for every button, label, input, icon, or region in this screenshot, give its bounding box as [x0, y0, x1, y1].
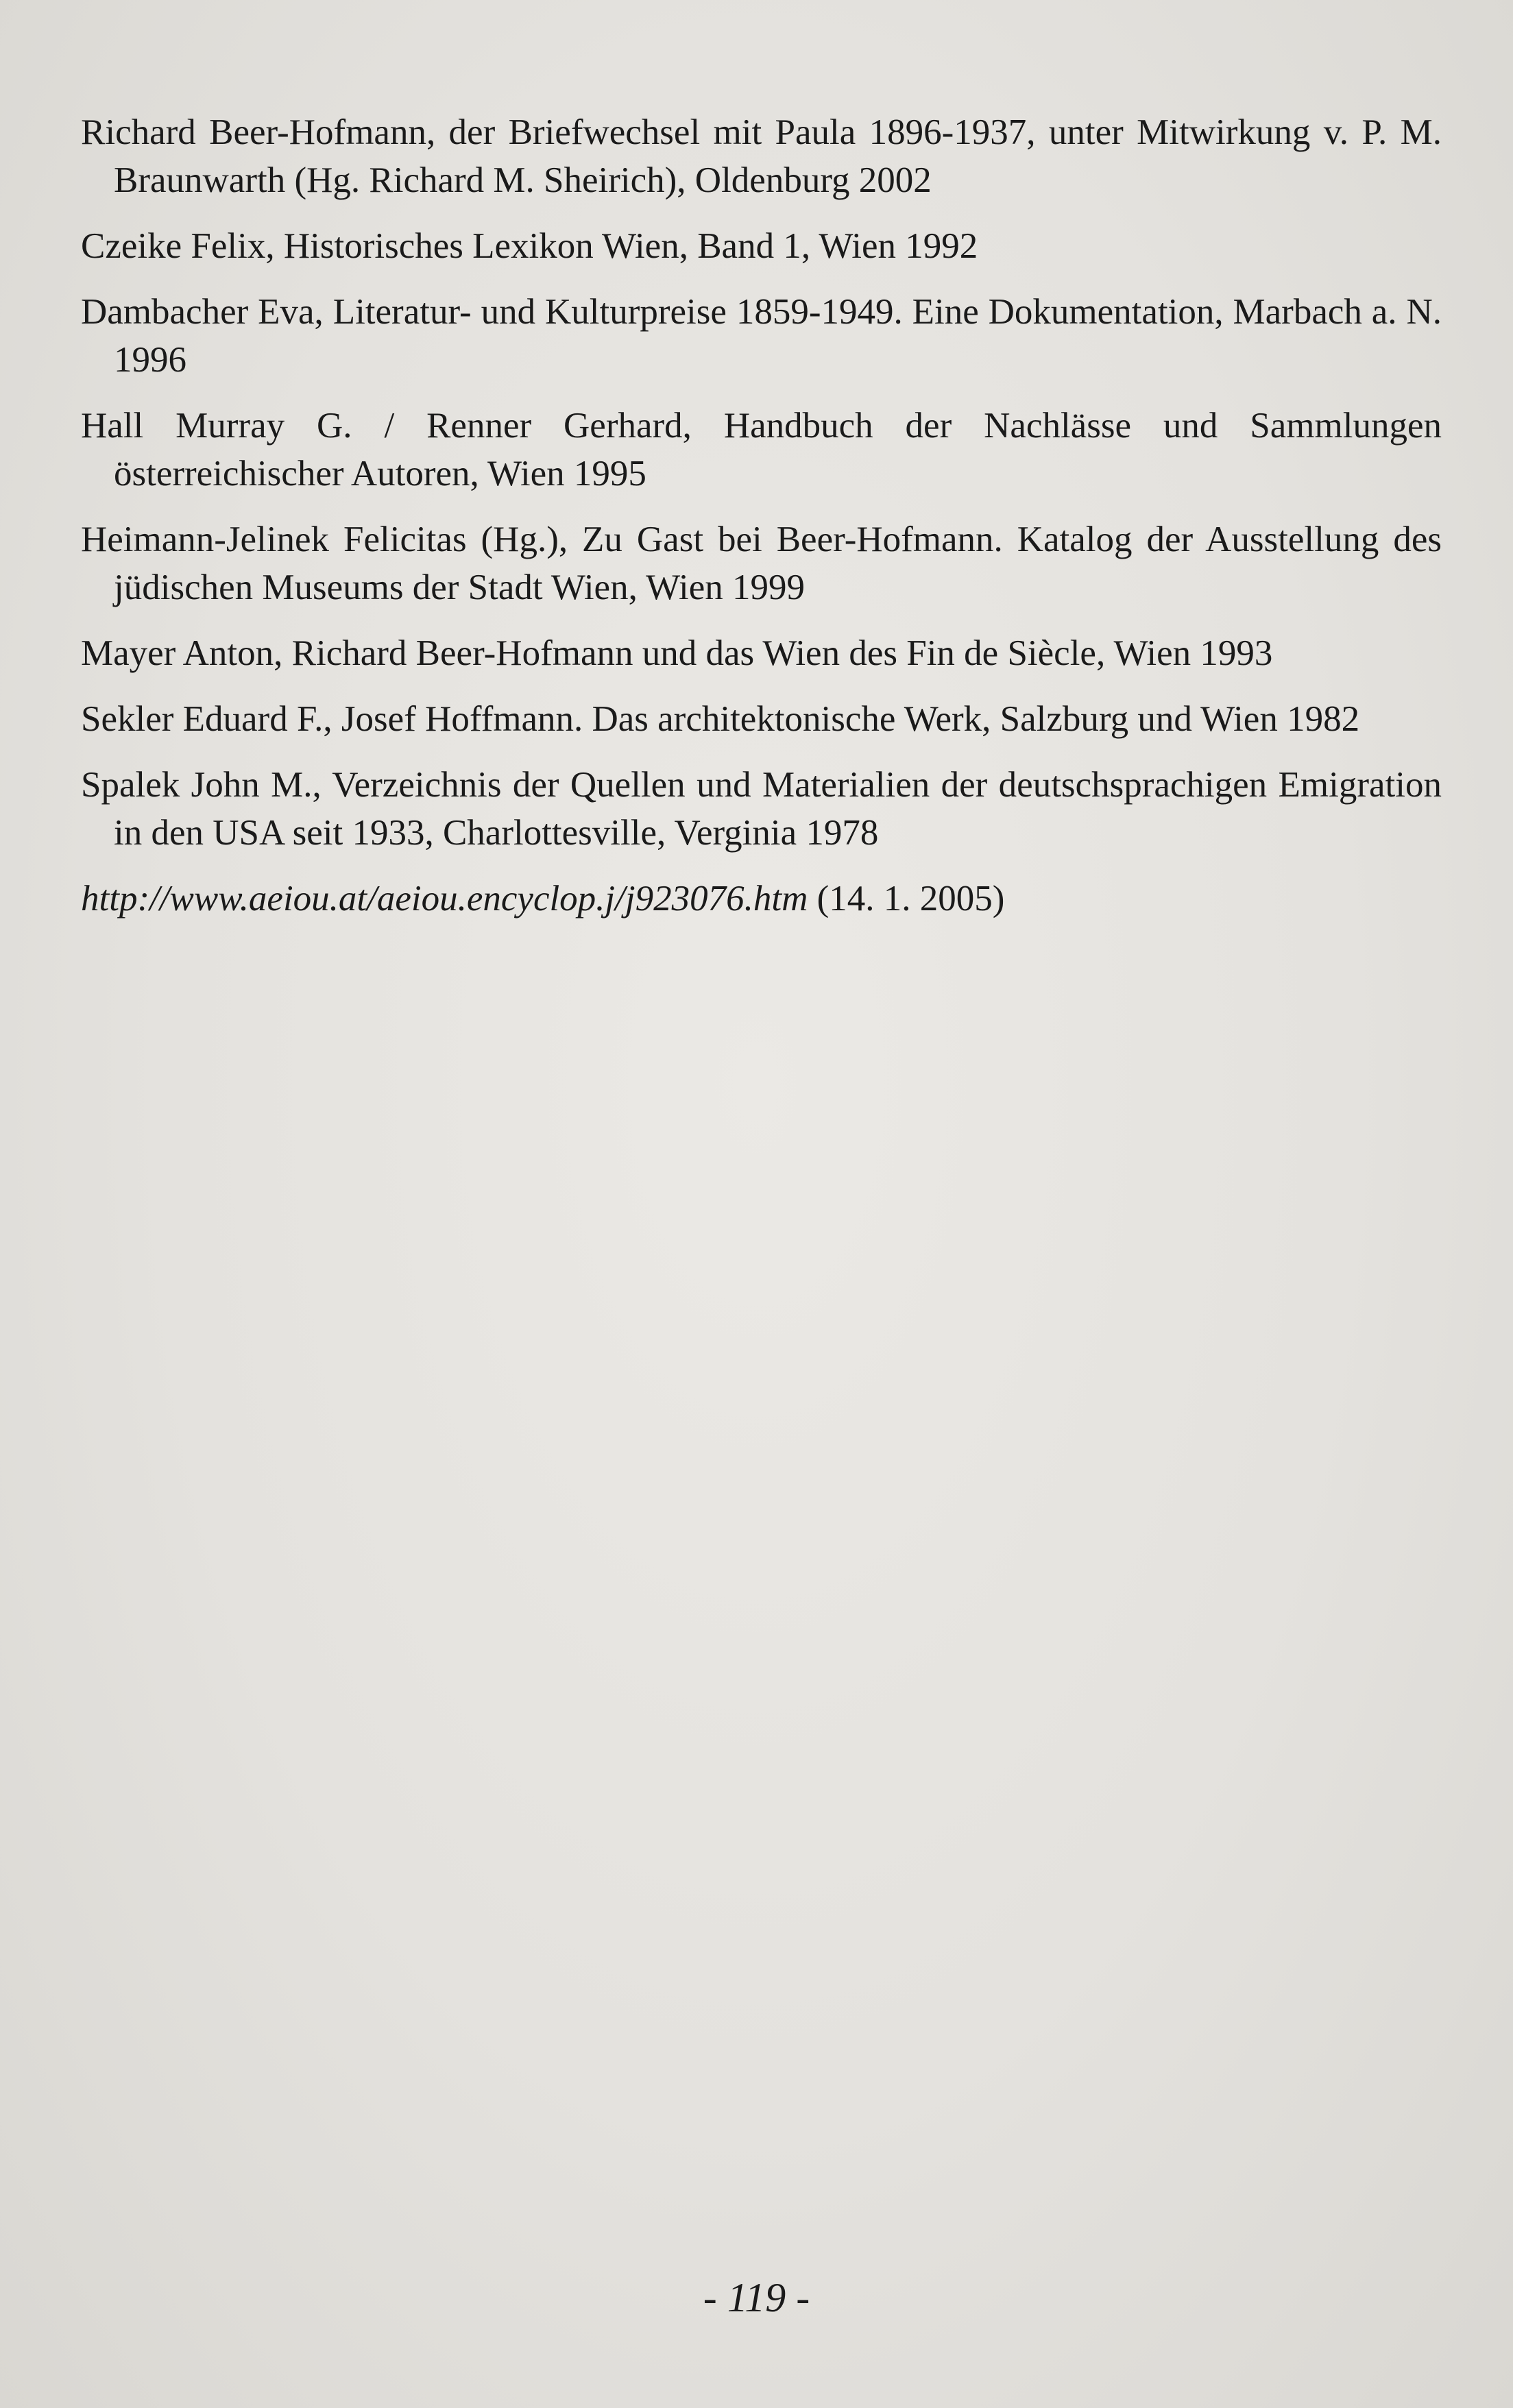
bibliography-entry: Czeike Felix, Historisches Lexikon Wien, Band 1, Wien 1992: [81, 226, 978, 266]
bibliography-entry: Mayer Anton, Richard Beer-Hofmann und das Wien des Fin de Siècle, Wien 1993: [81, 633, 1273, 673]
bibliography-entry: Richard Beer-Hofmann, der Briefwechsel mit Paula 1896-1937, unter Mitwirkung v. P. M. Braunwarth (Hg. Richard M. Sheirich), Oldenburg 2002: [81, 112, 1442, 200]
bibliography-entry: Heimann-Jelinek Felicitas (Hg.), Zu Gast bei Beer-Hofmann. Katalog der Ausstellung des jüdischen Museums der Stadt Wien, Wien 1999: [81, 520, 1442, 607]
bibliography-entry: Spalek John M., Verzeichnis der Quellen und Materialien der deutschsprachigen Emigration in den USA seit 1933, Charlottesville, Verginia 1978: [81, 765, 1442, 853]
access-date: (14. 1. 2005): [816, 879, 1005, 919]
bibliography-list: [81, 108, 1442, 940]
bibliography-url-entry: [81, 875, 1442, 923]
source-url: http://www.aeiou.at/aeiou.encyclop.j/j923076.htm: [81, 879, 808, 919]
bibliography-entry: Sekler Eduard F., Josef Hoffmann. Das architektonische Werk, Salzburg und Wien 1982: [81, 699, 1360, 739]
bibliography-entry: Hall Murray G. / Renner Gerhard, Handbuch der Nachlässe und Sammlungen österreichischer Autoren, Wien 1995: [81, 406, 1442, 494]
page-number: - 119 -: [703, 2275, 810, 2320]
bibliography-entry: Dambacher Eva, Literatur- und Kulturpreise 1859-1949. Eine Dokumentation, Marbach a. N. 1996: [81, 292, 1442, 380]
